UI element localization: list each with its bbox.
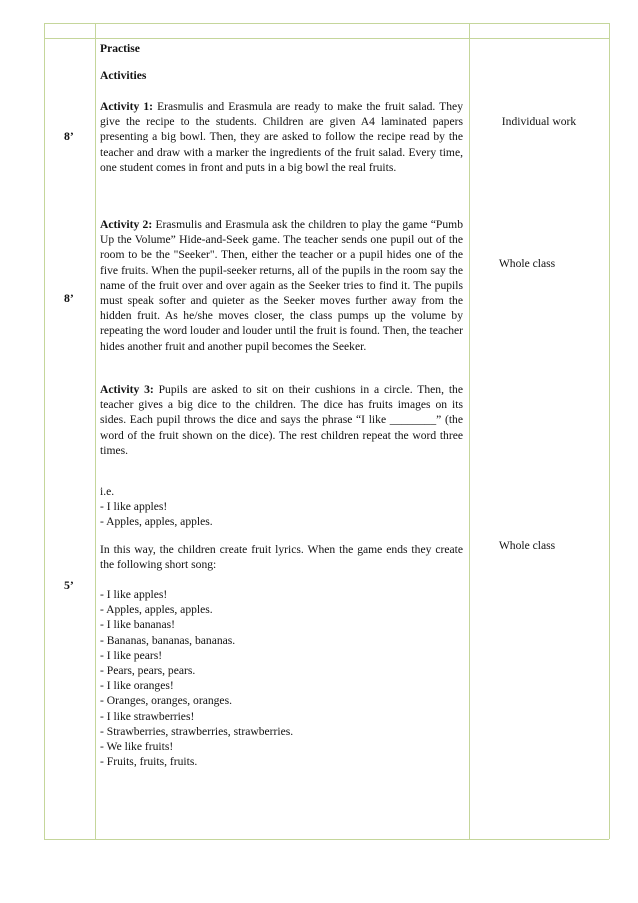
table-bottom-border bbox=[44, 839, 609, 840]
song-line: - Bananas, bananas, bananas. bbox=[100, 633, 236, 647]
header-row-border bbox=[44, 38, 609, 39]
time-column-border bbox=[95, 23, 96, 839]
organization-cell: Whole class bbox=[498, 257, 556, 270]
activity-2-description bbox=[100, 217, 463, 354]
song-line: - Oranges, oranges, oranges. bbox=[100, 694, 232, 708]
content-column-border bbox=[469, 23, 470, 839]
song-line: - We like fruits! bbox=[100, 740, 174, 754]
time-cell: 5’ bbox=[64, 578, 74, 592]
activity-1-title: Activity 1: bbox=[100, 100, 153, 113]
table-right-border bbox=[609, 23, 610, 839]
song-line: - Pears, pears, pears. bbox=[100, 664, 196, 678]
activities-heading: Activities bbox=[100, 69, 147, 82]
song-line: - I like oranges! bbox=[100, 679, 174, 693]
table-left-border bbox=[44, 23, 45, 839]
practise-heading: Practise bbox=[100, 42, 140, 55]
song-line: - Fruits, fruits, fruits. bbox=[100, 755, 198, 769]
time-cell: 8’ bbox=[64, 291, 74, 305]
song-line: - Strawberries, strawberries, strawberries. bbox=[100, 724, 294, 738]
song-line: - Apples, apples, apples. bbox=[100, 603, 213, 617]
example-list bbox=[100, 499, 213, 529]
organization-cell: Individual work bbox=[501, 115, 577, 128]
song-line: - I like strawberries! bbox=[100, 709, 195, 723]
song-line: - I like bananas! bbox=[100, 618, 176, 632]
activity-1-text: Erasmulis and Erasmula are ready to make the fruit salad. They give the recipe to the students. Children are given A4 laminated papers presenting a big bowl. Then, they are asked to follow the recipe read by the teacher and draw with a marker the ingredients of the fruit salad. Every time, one student comes in front and puts in a big bowl the real fruits. bbox=[100, 100, 463, 174]
example-line: - I like apples! bbox=[100, 500, 168, 513]
table-top-border bbox=[44, 23, 609, 24]
activity-3-text: Pupils are asked to sit on their cushions in a circle. Then, the teacher gives a big dice to the children. The dice has fruits images on its sides. Each pupil throws the dice and says the phrase “I like ________” (the word of the fruit shown on the dice). The rest children repeat the word three times. bbox=[100, 383, 463, 457]
organization-cell: Whole class bbox=[498, 539, 556, 552]
activity-3-title: Activity 3: bbox=[100, 383, 154, 396]
time-cell: 8’ bbox=[64, 129, 74, 143]
activity-3-description bbox=[100, 382, 463, 458]
song-line: - I like apples! bbox=[100, 588, 168, 601]
example-line: - Apples, apples, apples. bbox=[100, 515, 213, 529]
example-label: i.e. bbox=[100, 485, 115, 498]
song-line: - I like pears! bbox=[100, 648, 163, 662]
activity-2-title: Activity 2: bbox=[100, 218, 153, 231]
activity-2-text: Erasmulis and Erasmula ask the children to play the game “Pumb Up the Volume” Hide-and-Seek game. The teacher sends one pupil out of the room to be the "Seeker". Then, either the teacher or a pupil hides one of the five fruits. When the pupil-seeker returns, all of the pupils in the room say the name of the fruit over and over again as the Seeker tries to find it. The pupils must speak softer and quieter as the Seeker moves further away from the hidden fruit. As he/she moves closer, the class pumps up the volume by repeating the word louder and louder until the fruit is found. Then, the teacher hides another fruit and another pupil becomes the Seeker. bbox=[100, 218, 463, 353]
song-lyrics bbox=[100, 587, 293, 769]
song-intro: In this way, the children create fruit lyrics. When the game ends they create the following short song: bbox=[100, 543, 463, 572]
activity-1-description bbox=[100, 99, 463, 175]
